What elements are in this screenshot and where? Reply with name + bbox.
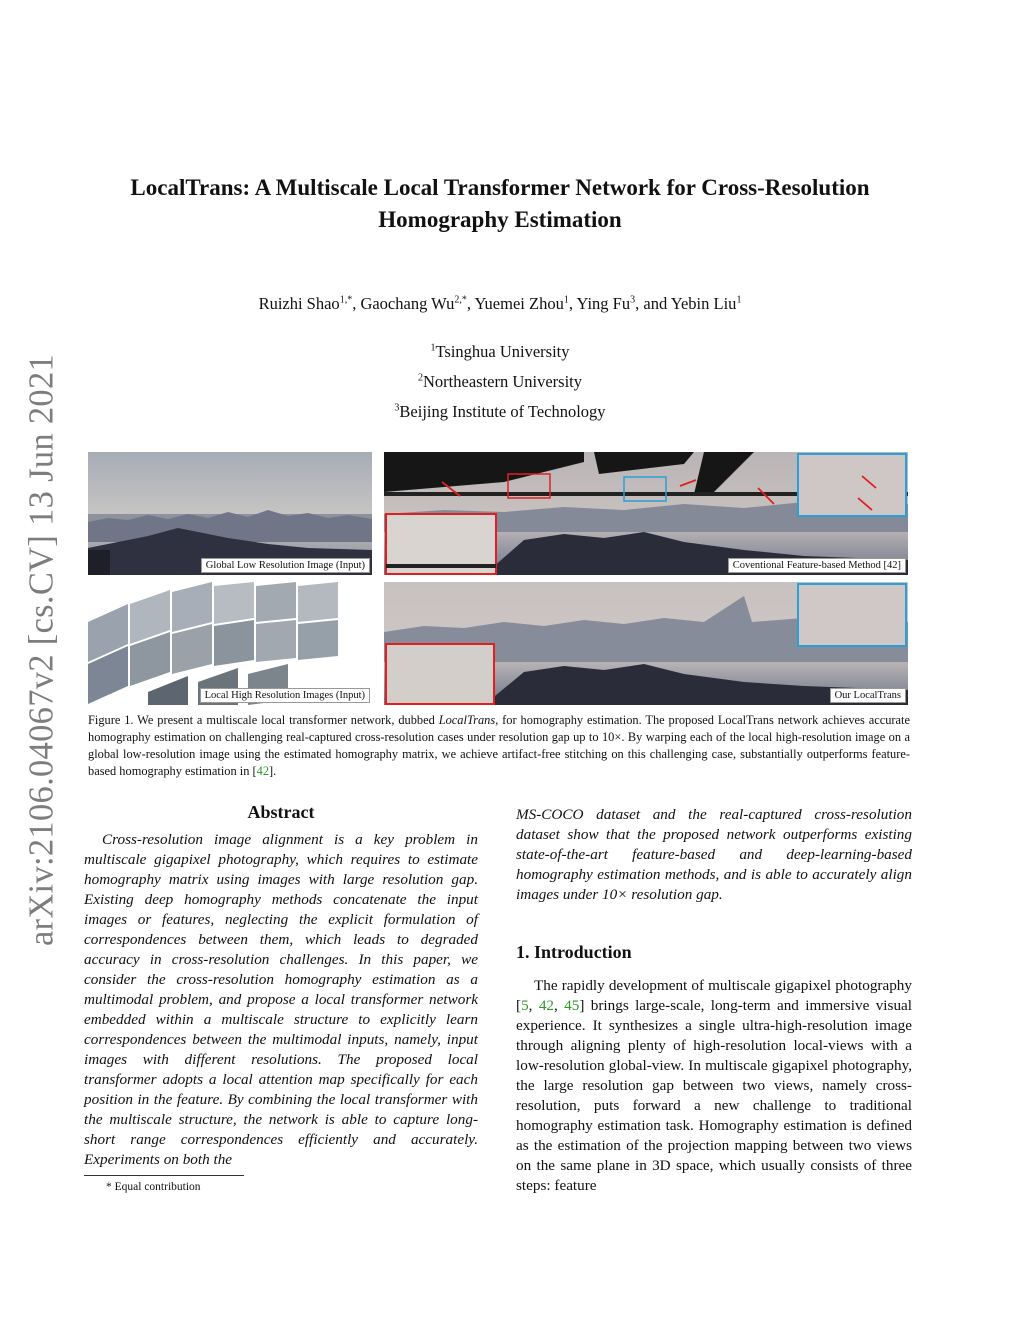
affiliation: $^1$Tsinghua University [430, 342, 570, 361]
localtrans-result-image [384, 582, 908, 705]
figure-1 [88, 452, 908, 706]
affiliation: $^2$Northeastern University [418, 372, 582, 391]
local-patches-image [88, 582, 372, 705]
panel-our-method [384, 582, 908, 705]
panel-label: Global Low Resolution Image (Input) [201, 558, 370, 573]
abstract-body: Cross-resolution image alignment is a key problem in multiscale gigapixel photography, which requires to estimate homography matrix using images with large resolution gap. Existing deep homography methods concatenate the input images or features, neglecting the explicit formulation of correspondences between them, which leads to degraded accuracy in cross-resolution challenges. In this paper, we consider the cross-resolution homography estimation as a multimodal problem, and propose a local transformer network embedded within a multiscale structure to explicitly learn correspondences between the multimodal inputs, namely, input images with different resolutions. The proposed local transformer adopts a local attention map specifically for each position in the feature. By combining the local transformer with the multiscale structure, the network is able to capture long-short range correspondences efficiently and accurately. Experiments on both the [84, 831, 478, 1168]
author-name: Yebin Liu [670, 294, 737, 313]
panel-label: Coventional Feature-based Method [42] [728, 558, 906, 573]
citation-link[interactable]: 45 [564, 997, 580, 1014]
panel-local-inputs [88, 582, 372, 705]
author-affil-mark: 2,* [454, 294, 467, 306]
abstract-heading: Abstract [247, 802, 315, 822]
title-line-1: LocalTrans: A Multiscale Local Transformer Network for Cross-Resolution [130, 175, 870, 200]
author-affil-mark: 3 [630, 294, 636, 306]
affiliation: $^3$Beijing Institute of Technology [394, 402, 606, 421]
section-heading: 1. Introduction [516, 942, 632, 962]
panel-label: Local High Resolution Images (Input) [200, 688, 370, 703]
author-affil-mark: 1 [736, 294, 742, 306]
panel-global-input [88, 452, 372, 575]
author-name: Yuemei Zhou [474, 294, 564, 313]
cityscape-image [88, 452, 372, 575]
intro-paragraph: The rapidly development of multiscale gigapixel photography [5, 42, 45] brings large-scale, long-term and immersive visual experience. It synthesizes a single ultra-high-resolution image through aligning plenty of high-resolution local-views with a low-resolution global-view. In multiscale gigapixel photography, the large resolution gap between two views, namely cross-resolution, puts forward a new challenge to traditional homography estimation task. Homography estimation is defined as the estimation of the projection mapping between two views on the same plane in 3D space, which usually consists of three steps: feature [516, 977, 912, 1194]
arxiv-sidebar [12, 355, 72, 945]
paper-title [90, 172, 910, 236]
stitched-result-image [384, 452, 908, 575]
citation-link[interactable]: 42 [538, 997, 554, 1014]
author-affil-mark: 1,* [339, 294, 353, 306]
panel-conventional-method [384, 452, 908, 575]
author-name: Ying Fu [576, 294, 631, 313]
figure-caption: Figure 1. We present a multiscale local transformer network, dubbed LocalTrans, for homography estimation. The proposed LocalTrans network achieves accurate homography estimation on challenging real-captured cross-resolution cases under resolution gap up to 10×. By warping each of the local high-resolution image on a global low-resolution image using the estimated homography matrix, we achieve artifact-free stitching on this challenging case, substantially outperforms feature-based homography estimation in [42]. [88, 713, 910, 778]
author-list: Ruizhi Shao$^{1,*}$, Gaochang $Wu^{2,*}$, Yuemei Zhou$^1$, Ying Fu$^3$, and Yebin Liu$^1$ [258, 294, 742, 313]
footnote-rule [84, 1175, 244, 1176]
citation-link[interactable]: 5 [521, 997, 529, 1014]
arxiv-identifier: arXiv:2106.04067v2 [cs.CV] 13 Jun 2021 [22, 353, 61, 947]
panel-label: Our LocalTrans [830, 688, 906, 703]
author-name: Ruizhi Shao [258, 294, 340, 313]
abstract-continued: MS-COCO dataset and the real-captured cross-resolution dataset show that the proposed network outperforms existing state-of-the-art feature-based and deep-learning-based homography estimation methods, and is able to accurately align images under 10× resolution gap. [516, 806, 912, 903]
footnote: * Equal contribution [106, 1181, 201, 1193]
title-line-2: Homography Estimation [378, 207, 622, 232]
citation-link[interactable]: 42 [256, 764, 270, 778]
author-affil-mark: 1 [563, 294, 569, 306]
author-name: Gaochang Wu [360, 294, 455, 313]
